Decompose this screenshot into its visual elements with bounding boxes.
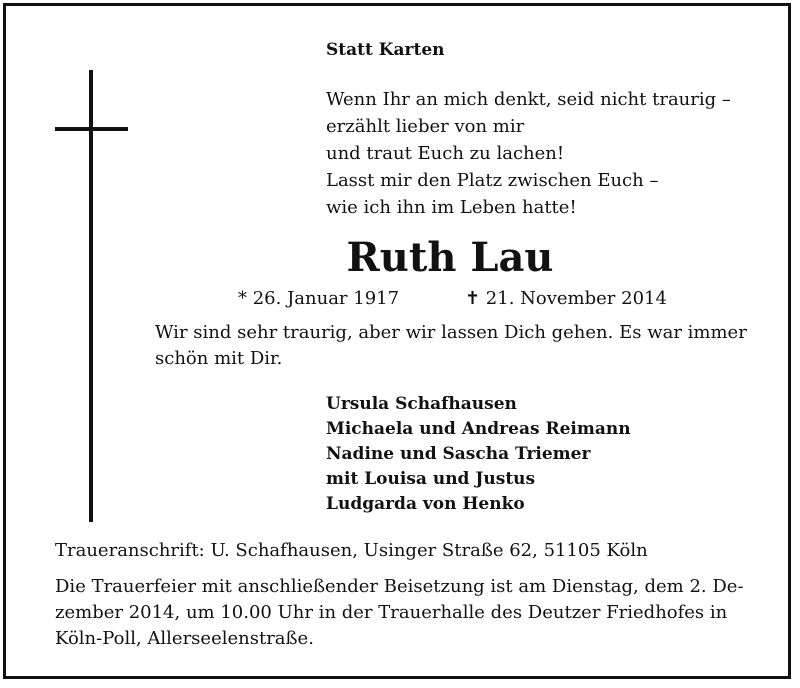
mourner-name: Ursula Schafhausen (326, 394, 517, 414)
mourning-address: Traueranschrift: U. Schafhausen, Usinger Straße 62, 51105 Köln (55, 540, 648, 561)
mourners-list (326, 392, 631, 517)
funeral-info (55, 574, 747, 652)
birth-date: * 26. Januar 1917 (238, 288, 400, 309)
farewell-message (155, 320, 755, 372)
poem-line: erzählt lieber von mir (326, 116, 525, 137)
poem (326, 86, 731, 221)
deceased-name: Ruth Lau (346, 234, 554, 281)
funeral-line: Köln-Poll, Allerseelenstraße. (55, 628, 314, 649)
funeral-line: zember 2014, um 10.00 Uhr in der Trauerhalle des Deutzer Friedhofes in (55, 602, 728, 623)
mourner-name: Ludgarda von Henko (326, 494, 525, 514)
poem-line: und traut Euch zu lachen! (326, 143, 565, 164)
message-line: schön mit Dir. (155, 348, 283, 369)
poem-line: Wenn Ihr an mich denkt, seid nicht traurig – (326, 89, 731, 110)
cross-horizontal-bar (55, 127, 128, 131)
funeral-line: Die Trauerfeier mit anschließender Beisetzung ist am Dienstag, dem 2. De- (55, 576, 744, 597)
notice-heading: Statt Karten (326, 40, 445, 60)
message-line: Wir sind sehr traurig, aber wir lassen Dich gehen. Es war immer (155, 322, 747, 343)
mourner-name: Nadine und Sascha Triemer (326, 444, 591, 464)
mourner-name: Michaela und Andreas Reimann (326, 419, 631, 439)
poem-line: Lasst mir den Platz zwischen Euch – (326, 170, 659, 191)
poem-line: wie ich ihn im Leben hatte! (326, 197, 577, 218)
cross-vertical-bar (89, 70, 93, 522)
mourner-name: mit Louisa und Justus (326, 469, 536, 489)
death-date: ✝ 21. November 2014 (465, 288, 667, 309)
